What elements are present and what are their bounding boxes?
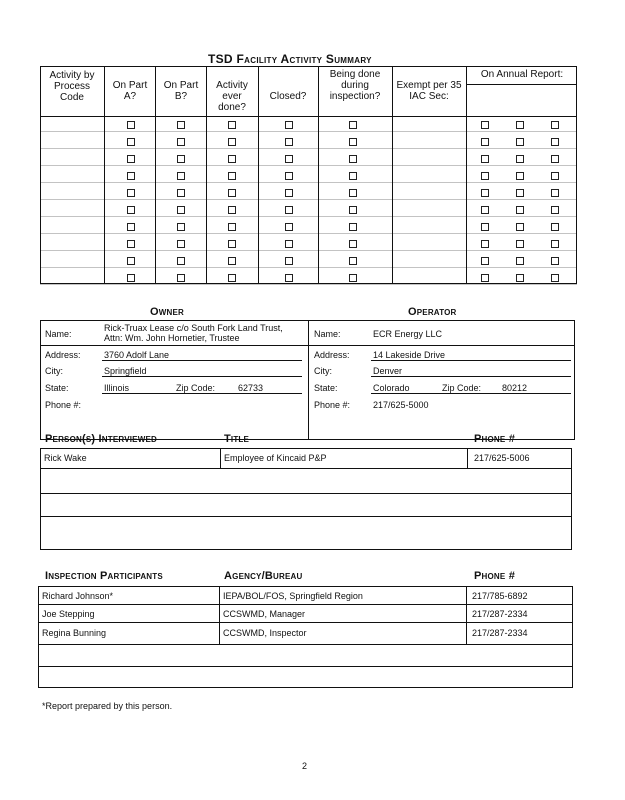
summary-checkbox[interactable] <box>349 121 357 129</box>
participants-agency-heading: Agency/Bureau <box>224 570 303 582</box>
summary-checkbox[interactable] <box>516 274 524 282</box>
summary-checkbox[interactable] <box>349 240 357 248</box>
summary-checkbox[interactable] <box>285 257 293 265</box>
summary-checkbox[interactable] <box>516 257 524 265</box>
summary-checkbox[interactable] <box>516 189 524 197</box>
operator-state-value: Colorado <box>373 383 410 393</box>
summary-checkbox[interactable] <box>516 172 524 180</box>
col-activity-ever: Activity ever done? <box>216 80 248 113</box>
operator-zip-label: Zip Code: <box>442 383 482 393</box>
operator-city-value: Denver <box>373 366 403 376</box>
summary-checkbox[interactable] <box>177 223 185 231</box>
summary-checkbox[interactable] <box>551 172 559 180</box>
summary-checkbox[interactable] <box>349 257 357 265</box>
summary-checkbox[interactable] <box>177 155 185 163</box>
summary-checkbox[interactable] <box>285 138 293 146</box>
owner-state-value: Illinois <box>104 383 130 393</box>
summary-checkbox[interactable] <box>516 121 524 129</box>
col-part-b: On Part B? <box>163 80 199 102</box>
owner-phone-label: Phone #: <box>45 400 82 410</box>
operator-name-value: ECR Energy LLC <box>373 329 443 339</box>
summary-checkbox[interactable] <box>228 206 236 214</box>
summary-checkbox[interactable] <box>481 155 489 163</box>
summary-checkbox[interactable] <box>177 121 185 129</box>
summary-checkbox[interactable] <box>551 121 559 129</box>
summary-checkbox[interactable] <box>127 138 135 146</box>
interviewed-title: Employee of Kincaid P&P <box>224 453 327 463</box>
participant-1-agency: IEPA/BOL/FOS, Springfield Region <box>223 591 363 601</box>
summary-checkbox[interactable] <box>177 138 185 146</box>
interviewed-table <box>40 448 572 550</box>
interviewed-phone-heading: Phone # <box>474 433 516 445</box>
summary-checkbox[interactable] <box>127 155 135 163</box>
summary-checkbox[interactable] <box>349 189 357 197</box>
summary-title: TSD Facility Activity Summary <box>208 52 372 66</box>
summary-checkbox[interactable] <box>177 189 185 197</box>
interviewed-phone: 217/625-5006 <box>474 453 530 463</box>
summary-checkbox[interactable] <box>127 257 135 265</box>
operator-heading: Operator <box>408 306 457 318</box>
col-activity: Activity by Process Code <box>49 70 95 103</box>
col-part-a: On Part A? <box>112 80 148 102</box>
summary-checkbox[interactable] <box>177 172 185 180</box>
summary-checkbox[interactable] <box>551 138 559 146</box>
participant-3-phone: 217/287-2334 <box>472 628 528 638</box>
summary-checkbox[interactable] <box>481 274 489 282</box>
summary-checkbox[interactable] <box>177 240 185 248</box>
summary-checkbox[interactable] <box>516 240 524 248</box>
summary-checkbox[interactable] <box>481 138 489 146</box>
summary-checkbox[interactable] <box>481 240 489 248</box>
owner-name-value: Rick-Truax Lease c/o South Fork Land Trust, Attn: Wm. John Hornetier, Trustee <box>104 323 283 343</box>
owner-zip-label: Zip Code: <box>176 383 216 393</box>
summary-checkbox[interactable] <box>285 189 293 197</box>
interviewed-heading: Person(s) Interviewed <box>45 433 157 445</box>
interviewed-title-heading: Title <box>224 433 250 445</box>
summary-checkbox[interactable] <box>349 206 357 214</box>
operator-state-label: State: <box>314 383 338 393</box>
operator-address-label: Address: <box>314 350 350 360</box>
summary-checkbox[interactable] <box>285 172 293 180</box>
summary-checkbox[interactable] <box>228 121 236 129</box>
owner-address-label: Address: <box>45 350 81 360</box>
col-annual: On Annual Report: <box>480 69 564 80</box>
summary-checkbox[interactable] <box>228 138 236 146</box>
col-being-done: Being done during inspection? <box>329 69 381 102</box>
summary-checkbox[interactable] <box>127 240 135 248</box>
summary-checkbox[interactable] <box>228 223 236 231</box>
interviewed-name: Rick Wake <box>44 453 87 463</box>
footnote: *Report prepared by this person. <box>42 701 173 711</box>
summary-checkbox[interactable] <box>228 240 236 248</box>
summary-checkbox[interactable] <box>551 223 559 231</box>
owner-heading: Owner <box>150 306 184 318</box>
summary-checkbox[interactable] <box>228 189 236 197</box>
summary-checkbox[interactable] <box>551 257 559 265</box>
summary-checkbox[interactable] <box>228 155 236 163</box>
summary-checkbox[interactable] <box>551 155 559 163</box>
owner-name-label: Name: <box>45 329 72 339</box>
participants-phone-heading: Phone # <box>474 570 516 582</box>
participant-3-agency: CCSWMD, Inspector <box>223 628 307 638</box>
operator-phone-label: Phone #: <box>314 400 351 410</box>
owner-city-label: City: <box>45 366 63 376</box>
summary-checkbox[interactable] <box>349 138 357 146</box>
summary-checkbox[interactable] <box>551 240 559 248</box>
summary-checkbox[interactable] <box>285 274 293 282</box>
summary-checkbox[interactable] <box>481 172 489 180</box>
summary-checkbox[interactable] <box>349 172 357 180</box>
participants-heading: Inspection Participants <box>45 570 163 582</box>
operator-address-value: 14 Lakeside Drive <box>373 350 446 360</box>
operator-phone-value: 217/625-5000 <box>373 400 429 410</box>
summary-checkbox[interactable] <box>285 240 293 248</box>
owner-city-value: Springfield <box>104 366 147 376</box>
participant-2-agency: CCSWMD, Manager <box>223 609 306 619</box>
summary-checkbox[interactable] <box>481 257 489 265</box>
summary-checkbox[interactable] <box>349 155 357 163</box>
summary-checkbox[interactable] <box>285 223 293 231</box>
summary-checkbox[interactable] <box>516 155 524 163</box>
col-exempt: Exempt per 35 IAC Sec: <box>396 80 462 102</box>
summary-checkbox[interactable] <box>228 274 236 282</box>
summary-checkbox[interactable] <box>177 206 185 214</box>
summary-checkbox[interactable] <box>551 206 559 214</box>
summary-checkbox[interactable] <box>127 189 135 197</box>
summary-checkbox[interactable] <box>228 172 236 180</box>
operator-name-label: Name: <box>314 329 341 339</box>
summary-checkbox[interactable] <box>177 274 185 282</box>
col-closed: Closed? <box>269 91 307 102</box>
summary-checkbox[interactable] <box>481 121 489 129</box>
summary-checkbox[interactable] <box>551 274 559 282</box>
page-number: 2 <box>302 761 308 771</box>
owner-state-label: State: <box>45 383 69 393</box>
participant-3-name: Regina Bunning <box>42 628 107 638</box>
summary-checkbox[interactable] <box>481 189 489 197</box>
summary-checkbox[interactable] <box>516 138 524 146</box>
summary-checkbox[interactable] <box>127 274 135 282</box>
summary-checkbox[interactable] <box>127 121 135 129</box>
participant-2-phone: 217/287-2334 <box>472 609 528 619</box>
summary-checkbox[interactable] <box>285 121 293 129</box>
summary-checkbox[interactable] <box>127 223 135 231</box>
summary-checkbox[interactable] <box>127 206 135 214</box>
participant-2-name: Joe Stepping <box>42 609 95 619</box>
summary-checkbox[interactable] <box>127 172 135 180</box>
summary-checkbox[interactable] <box>285 155 293 163</box>
summary-checkbox[interactable] <box>481 206 489 214</box>
summary-checkbox[interactable] <box>551 189 559 197</box>
summary-checkbox[interactable] <box>349 274 357 282</box>
summary-checkbox[interactable] <box>516 206 524 214</box>
owner-zip-value: 62733 <box>238 383 264 393</box>
participant-1-phone: 217/785-6892 <box>472 591 528 601</box>
summary-checkbox[interactable] <box>349 223 357 231</box>
summary-checkbox[interactable] <box>516 223 524 231</box>
summary-checkbox[interactable] <box>177 257 185 265</box>
owner-address-value: 3760 Adolf Lane <box>104 350 170 360</box>
summary-checkbox[interactable] <box>228 257 236 265</box>
operator-zip-value: 80212 <box>502 383 528 393</box>
summary-checkbox[interactable] <box>481 223 489 231</box>
summary-checkbox[interactable] <box>285 206 293 214</box>
operator-city-label: City: <box>314 366 332 376</box>
participant-1-name: Richard Johnson* <box>42 591 114 601</box>
